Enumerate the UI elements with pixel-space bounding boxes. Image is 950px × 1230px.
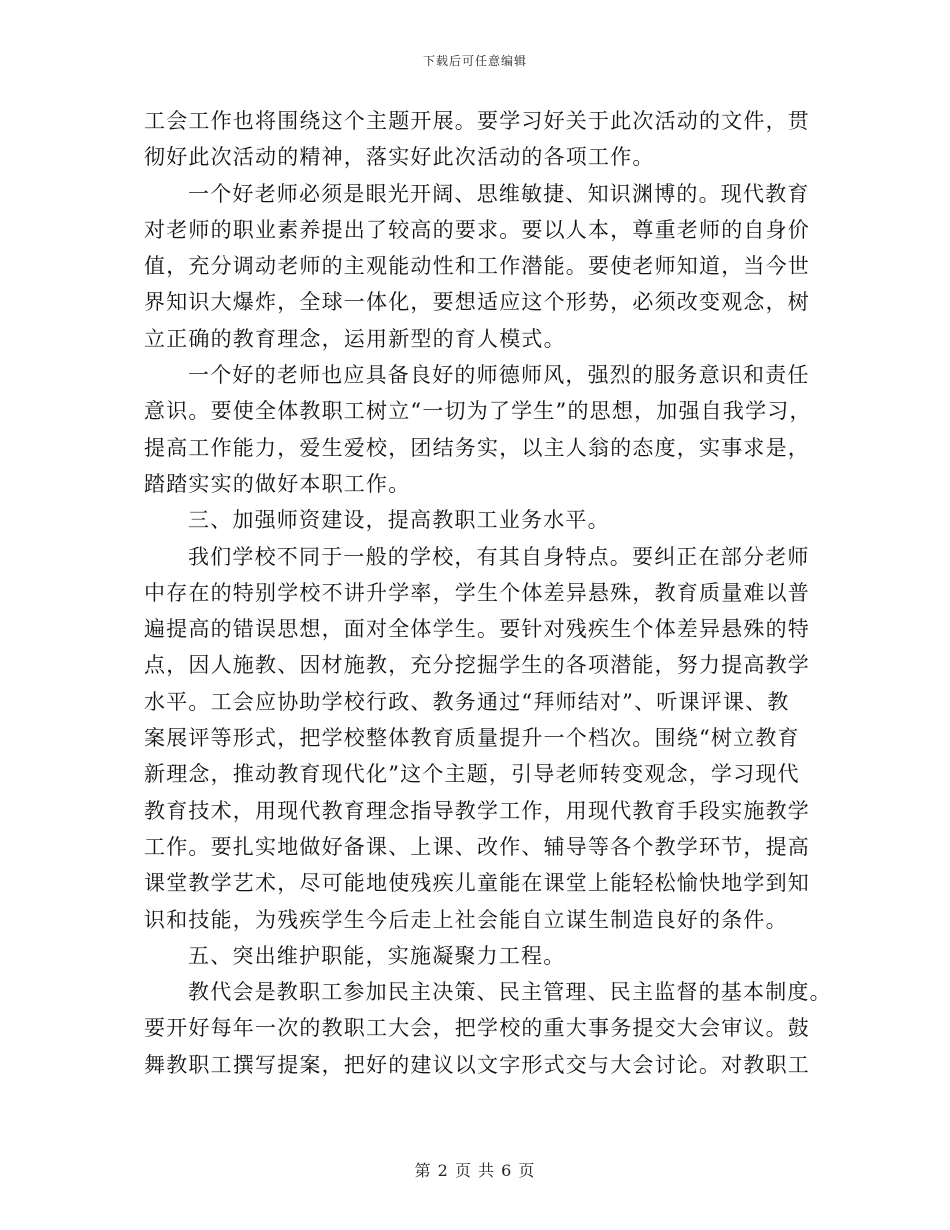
text-line: 工作。要扎实地做好备课、上课、改作、辅导等各个教学环节，提高 bbox=[144, 834, 810, 859]
text-line: 提高工作能力，爱生爱校，团结务实，以主人翁的态度，实事求是， bbox=[144, 435, 810, 460]
text-line: 教育技术，用现代教育理念指导教学工作，用现代教育手段实施教学 bbox=[144, 798, 810, 823]
text-line: 新理念，推动教育现代化”这个主题，引导老师转变观念，学习现代 bbox=[144, 762, 800, 787]
text-line: 工会工作也将围绕这个主题开展。要学习好关于此次活动的文件，贯 bbox=[144, 109, 810, 133]
text-line: 舞教职工撰写提案，把好的建议以文字形式交与大会讨论。对教职工 bbox=[144, 1052, 810, 1077]
page-footer: 第 2 页 共 6 页 bbox=[414, 1161, 536, 1180]
text-line: 踏踏实实的做好本职工作。 bbox=[144, 471, 411, 496]
paragraph-start: 一个好的老师也应具备良好的师德师风，强烈的服务意识和责任 bbox=[188, 363, 810, 388]
text-line: 点，因人施教、因材施教，充分挖掘学生的各项潜能，努力提高教学 bbox=[144, 653, 810, 678]
text-line: 对老师的职业素养提出了较高的要求。要以人本，尊重老师的自身价 bbox=[144, 217, 810, 242]
paragraph-start: 我们学校不同于一般的学校，有其自身特点。要纠正在部分老师 bbox=[188, 544, 810, 569]
text-line: 要开好每年一次的教职工大会，把学校的重大事务提交大会审议。鼓 bbox=[144, 1016, 810, 1041]
text-line: 值，充分调动老师的主观能动性和工作潜能。要使老师知道，当今世 bbox=[144, 254, 810, 279]
page-header: 下载后可任意编辑 bbox=[422, 54, 527, 68]
paragraph-start: 一个好老师必须是眼光开阔、思维敏捷、知识渊博的。现代教育 bbox=[188, 181, 810, 206]
text-line: 中存在的特别学校不讲升学率，学生个体差异悬殊，教育质量难以普 bbox=[144, 580, 810, 605]
section-heading: 五、突出维护职能，实施凝聚力工程。 bbox=[188, 943, 566, 968]
paragraph-start: 教代会是教职工参加民主决策、民主管理、民主监督的基本制度。 bbox=[188, 980, 832, 1005]
text-line: 立正确的教育理念，运用新型的育人模式。 bbox=[144, 326, 566, 351]
document-body bbox=[144, 103, 832, 1083]
text-line: 界知识大爆炸，全球一体化，要想适应这个形势，必须改变观念，树 bbox=[144, 290, 810, 315]
text-line: 意识。要使全体教职工树立“一切为了学生”的思想，加强自我学习， bbox=[144, 399, 812, 424]
text-line: 课堂教学艺术，尽可能地使残疾儿童能在课堂上能轻松愉快地学到知 bbox=[144, 871, 810, 896]
text-line: 彻好此次活动的精神，落实好此次活动的各项工作。 bbox=[144, 145, 655, 170]
section-heading: 三、加强师资建设，提高教职工业务水平。 bbox=[188, 508, 610, 533]
text-line: 案展评等形式，把学校整体教育质量提升一个档次。围绕“树立教育 bbox=[144, 726, 800, 751]
text-line: 遍提高的错误思想，面对全体学生。要针对残疾生个体差异悬殊的特 bbox=[144, 617, 810, 642]
text-line: 水平。工会应协助学校行政、教务通过“拜师结对”、听课评课、教 bbox=[144, 689, 790, 714]
text-line: 识和技能，为残疾学生今后走上社会能自立谋生制造良好的条件。 bbox=[144, 907, 788, 932]
